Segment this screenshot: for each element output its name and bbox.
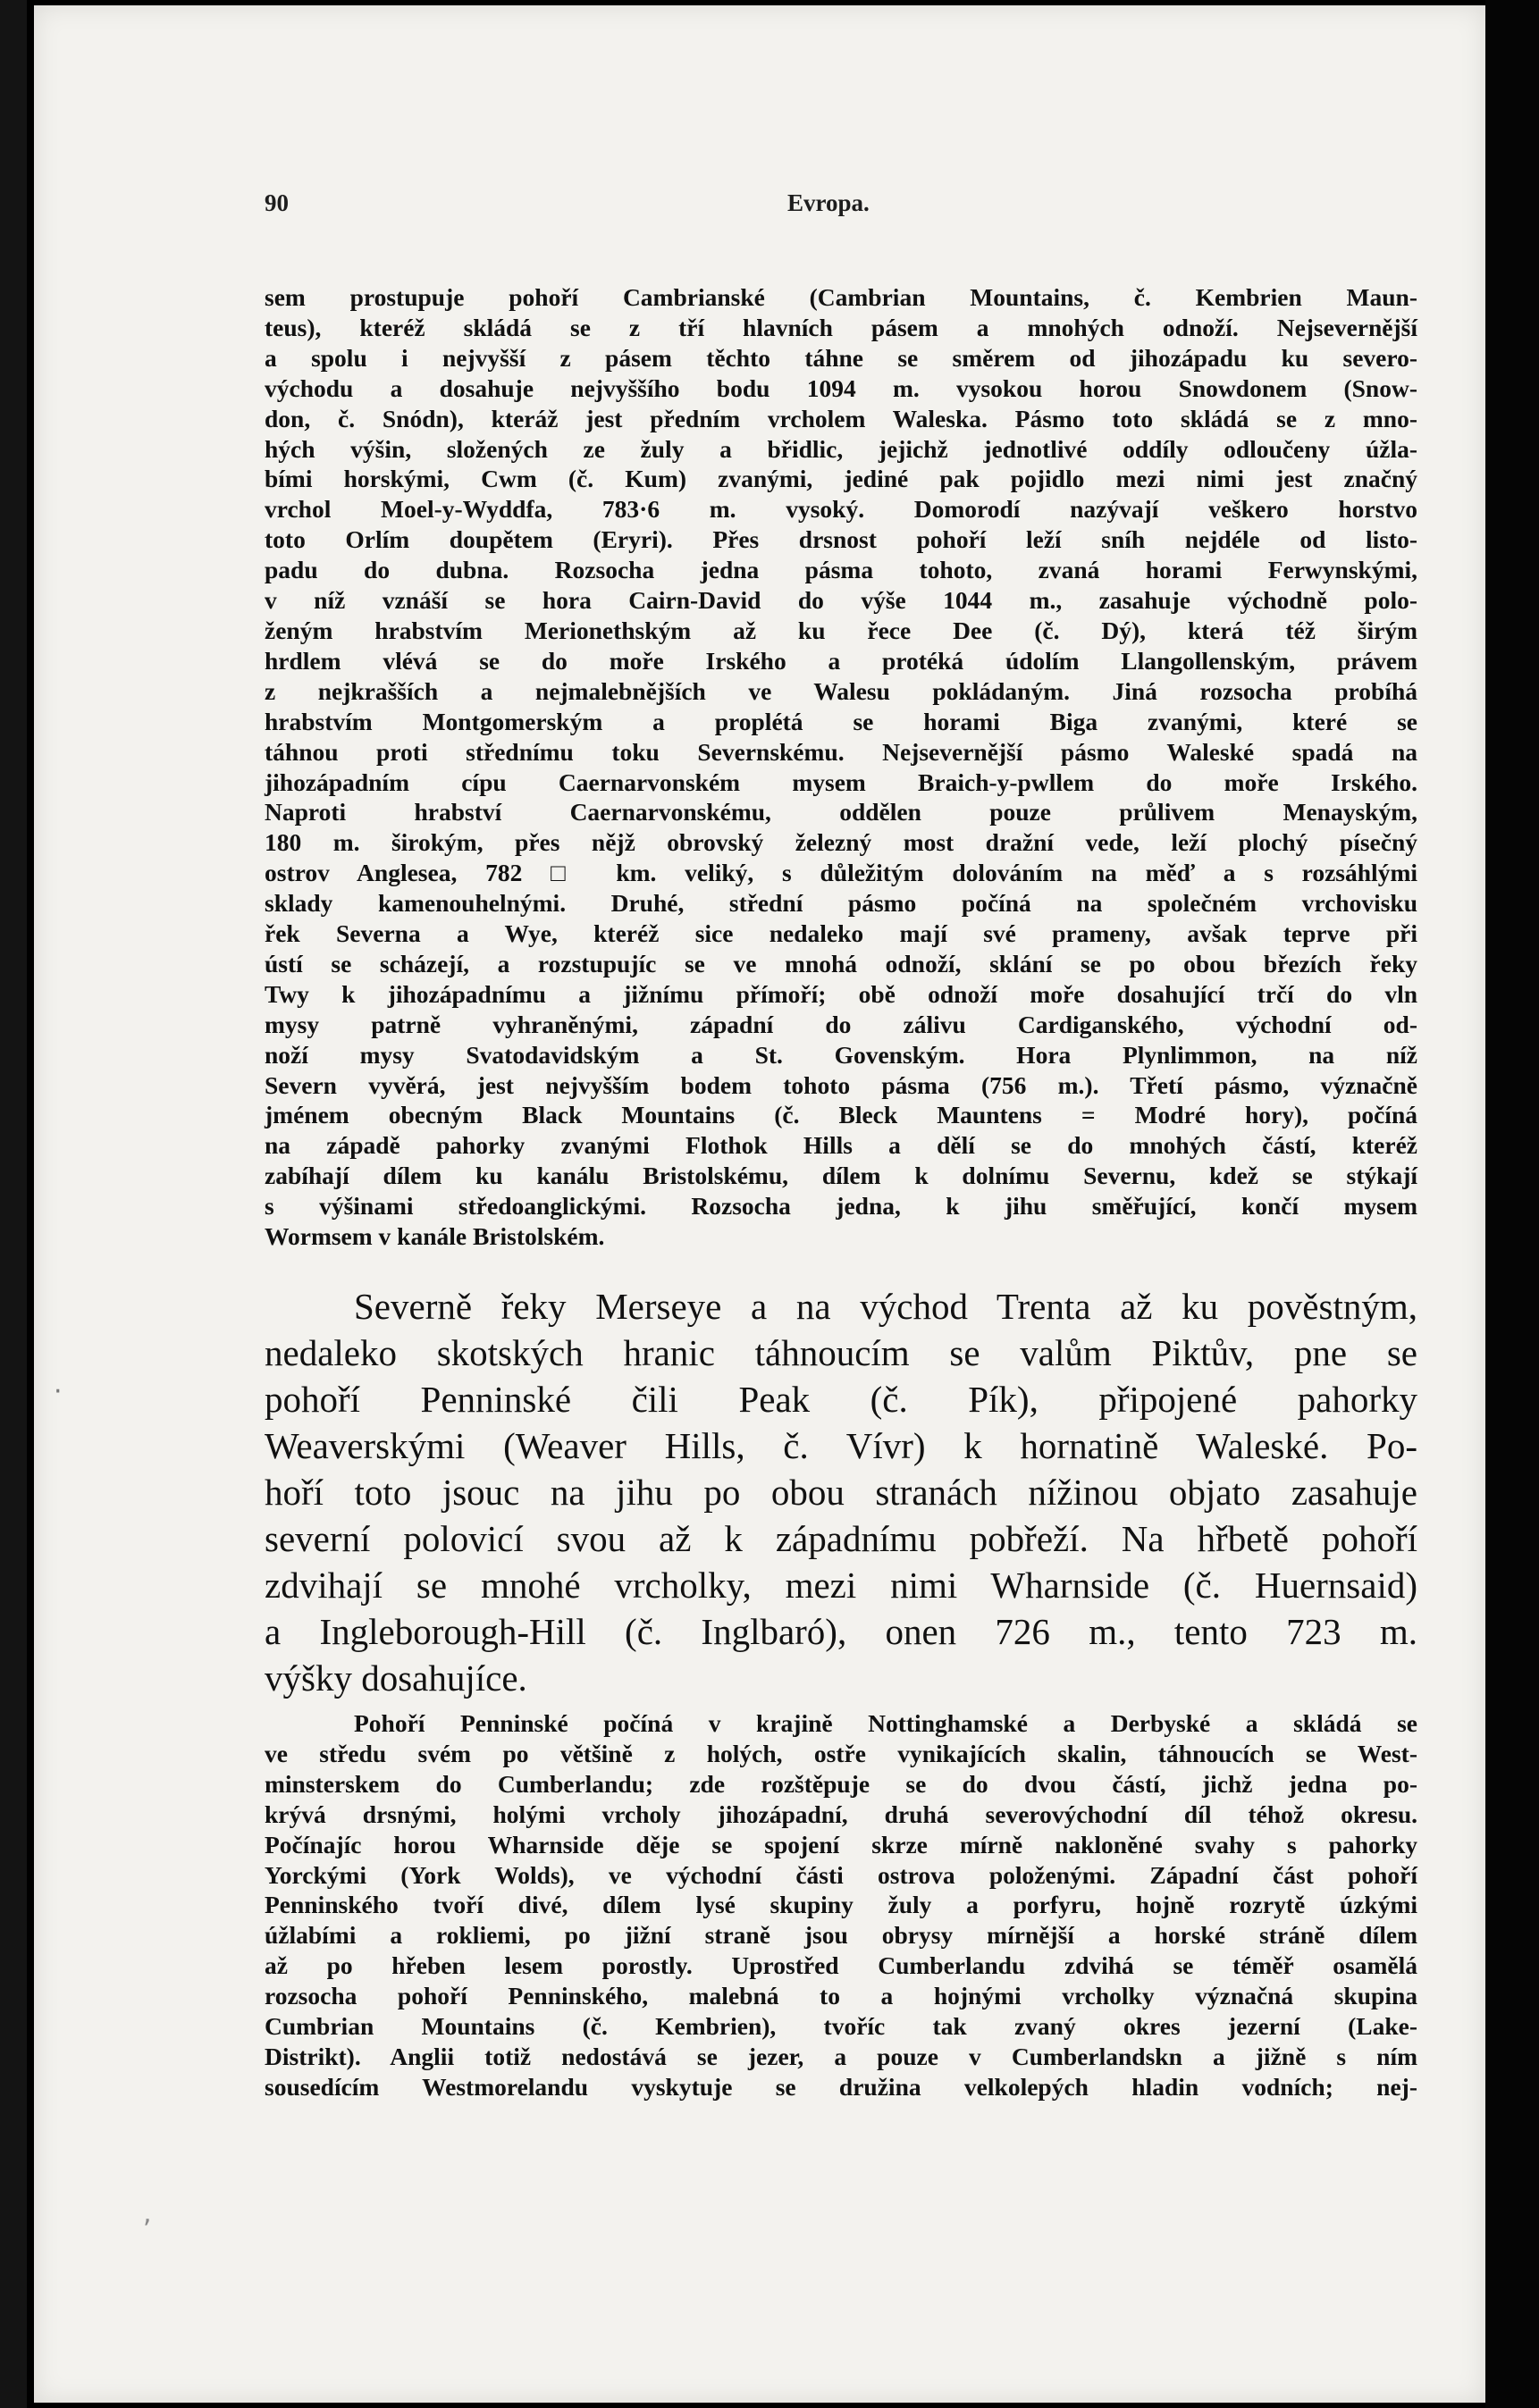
text-line: a spolu i nejvyšší z pásem těchto táhne se směrem od jihozápadu ku severo- xyxy=(265,343,1417,372)
paragraph-2 xyxy=(265,1283,1417,1701)
text-line: pohoří Penninské čili Peak (č. Pík), připojené pahorky xyxy=(265,1379,1417,1420)
text-line: Počínajíc horou Wharnside děje se spojení skrze mírně nakloněné svahy s pahorky xyxy=(265,1830,1417,1858)
text-line: hrdlem vlévá se do moře Irského a protéká údolím Llangollenským, právem xyxy=(265,646,1417,675)
text-line: Severně řeky Merseye a na východ Trenta až ku pověstným, xyxy=(354,1286,1417,1327)
text-line: krývá drsnými, holými vrcholy jihozápadní, druhá severovýchodní díl téhož okresu. xyxy=(265,1800,1417,1828)
text-line: Naproti hrabství Caernarvonskému, oddělen pouze průlivem Menayským, xyxy=(265,798,1417,826)
text-line: na západě pahorky zvanými Flothok Hills a dělí se do mnohých částí, kteréž xyxy=(265,1131,1417,1160)
scan-right-edge xyxy=(1485,0,1539,2408)
margin-speck: , xyxy=(143,2198,152,2229)
text-line: hoří toto jsouc na jihu po obou stranách nížinou objato zasahuje xyxy=(265,1472,1417,1513)
text-line: sem prostupuje pohoří Cambrianské (Cambrian Mountains, č. Kembrien Maun- xyxy=(265,283,1417,311)
text-line: Severn vyvěrá, jest nejvyšším bodem tohoto pásma (756 m.). Třetí pásmo, význačně xyxy=(265,1070,1417,1099)
page-number: 90 xyxy=(265,189,289,216)
text-line: Yorckými (York Wolds), ve východní části ostrova položenými. Západní část pohoří xyxy=(265,1860,1417,1889)
page-header xyxy=(265,189,1417,225)
text-line: ostrov Anglesea, 782 □ km. veliký, s důležitým dolováním na měď a s rozsáhlými xyxy=(265,859,1417,887)
text-line: bími horskými, Cwm (č. Kum) zvanými, jediné pak pojidlo mezi nimi jest značný xyxy=(265,465,1417,493)
text-line: Weaverskými (Weaver Hills, č. Vívr) k hornatině Waleské. Po- xyxy=(265,1425,1417,1466)
text-line: Pohoří Penninské počíná v krajině Nottinghamské a Derbyské a skládá se xyxy=(354,1709,1417,1737)
text-line: řek Severna a Wye, kteréž sice nedaleko mají své prameny, avšak teprve při xyxy=(265,919,1417,948)
text-line: sklady kamenouhelnými. Druhé, střední pásmo počíná na společném vrchovisku xyxy=(265,889,1417,918)
text-line: Distrikt). Anglii totiž nedostává se jezer, a pouze v Cumberlandskn a jižně s ním xyxy=(265,2042,1417,2070)
text-line: z nejkrašších a nejmalebnějších ve Walesu pokládaným. Jiná rozsocha probíhá xyxy=(265,676,1417,705)
text-line: hrabstvím Montgomerským a proplétá se horami Biga zvanými, které se xyxy=(265,707,1417,735)
text-line: don, č. Snódn), kteráž jest předním vrcholem Waleska. Pásmo toto skládá se z mno- xyxy=(265,404,1417,432)
text-line: vrchol Moel-y-Wyddfa, 783·6 m. vysoký. Domorodí nazývají veškero horstvo xyxy=(265,495,1417,524)
paragraph-1 xyxy=(265,282,1417,1252)
text-line: teus), kteréž skládá se z tří hlavních pásem a mnohých odnoží. Nejsevernější xyxy=(265,313,1417,341)
text-line: zdvihají se mnohé vrcholky, mezi nimi Wharnside (č. Huernsaid) xyxy=(265,1565,1417,1606)
text-line: jihozápadním cípu Caernarvonském mysem Braich-y-pwllem do moře Irského. xyxy=(265,768,1417,796)
running-title: Evropa. xyxy=(787,189,870,216)
text-line: padu do dubna. Rozsocha jedna pásma tohoto, zvaná horami Ferwynskými, xyxy=(265,556,1417,584)
margin-speck: · xyxy=(54,1376,63,1407)
text-line: Wormsem v kanále Bristolském. xyxy=(265,1222,605,1251)
text-line: jménem obecným Black Mountains (č. Bleck Mauntens = Modré hory), počíná xyxy=(265,1101,1417,1129)
text-line: Penninského tvoří divé, dílem lysé skupiny žuly a porfyru, hojně rozrytě úzkými xyxy=(265,1891,1417,1919)
text-line: noží mysy Svatodavidským a St. Govenským. Hora Plynlimmon, na níž xyxy=(265,1040,1417,1069)
text-line: ve středu svém po většině z holých, ostře vynikajících skalin, táhnoucích se West- xyxy=(265,1739,1417,1767)
text-line: sousedícím Westmorelandu vyskytuje se družina velkolepých hladin vodních; nej- xyxy=(265,2072,1417,2101)
text-line: Cumbrian Mountains (č. Kembrien), tvoříc tak zvaný okres jezerní (Lake- xyxy=(265,2012,1417,2041)
text-line: mysy patrně vyhraněnými, západní do zálivu Cardiganského, východní od- xyxy=(265,1010,1417,1038)
text-line: rozsocha pohoří Penninského, malebná to a hojnými vrcholky význačná skupina xyxy=(265,1982,1417,2010)
text-line: hých výšin, složených ze žuly a břidlic, jejichž jednotlivé oddíly odloučeny úžla- xyxy=(265,434,1417,463)
text-line: Twy k jihozápadnímu a jižnímu přímoří; obě odnoží moře dosahující trčí do vln xyxy=(265,979,1417,1008)
text-line: ústí se scházejí, a rozstupujíc se ve mnohá odnoží, sklání se po obou březích řeky xyxy=(265,949,1417,977)
paragraph-3 xyxy=(265,1708,1417,2102)
text-line: severní polovicí svou až k západnímu pobřeží. Na hřbetě pohoří xyxy=(265,1518,1417,1559)
text-line: s výšinami středoanglickými. Rozsocha jedna, k jihu směřující, končí mysem xyxy=(265,1192,1417,1221)
text-line: a Ingleborough-Hill (č. Inglbaró), onen 726 m., tento 723 m. xyxy=(265,1611,1417,1652)
text-line: výšky dosahujíce. xyxy=(265,1657,527,1699)
text-line: zabíhají dílem ku kanálu Bristolskému, dílem k dolnímu Severnu, kdež se stýkají xyxy=(265,1162,1417,1190)
text-line: nedaleko skotských hranic táhnoucím se valům Piktův, pne se xyxy=(265,1332,1417,1373)
text-line: 180 m. širokým, přes nějž obrovský železný most dražní vede, leží plochý písečný xyxy=(265,828,1417,857)
text-line: v níž vznáší se hora Cairn-David do výše 1044 m., zasahuje východně polo- xyxy=(265,586,1417,615)
scan-left-margin xyxy=(0,0,27,2408)
text-line: až po hřeben lesem porostly. Uprostřed Cumberlandu zdvihá se téměř osamělá xyxy=(265,1951,1417,1980)
text-line: ženým hrabstvím Merionethským až ku řece Dee (č. Dý), která též širým xyxy=(265,616,1417,644)
text-line: minsterskem do Cumberlandu; zde rozštěpuje se do dvou částí, jichž jedna po- xyxy=(265,1769,1417,1798)
text-line: úžlabími a rokliemi, po jižní straně jsou obrysy mírnější a horské stráně dílem xyxy=(265,1921,1417,1950)
text-line: toto Orlím doupětem (Eryri). Přes drsnost pohoří leží sníh nejdéle od listo- xyxy=(265,525,1417,554)
text-line: táhnou proti střednímu toku Severnskému. Nejsevernější pásmo Waleské spadá na xyxy=(265,737,1417,766)
text-line: východu a dosahuje nejvyššího bodu 1094 m. vysokou horou Snowdonem (Snow- xyxy=(265,373,1417,402)
